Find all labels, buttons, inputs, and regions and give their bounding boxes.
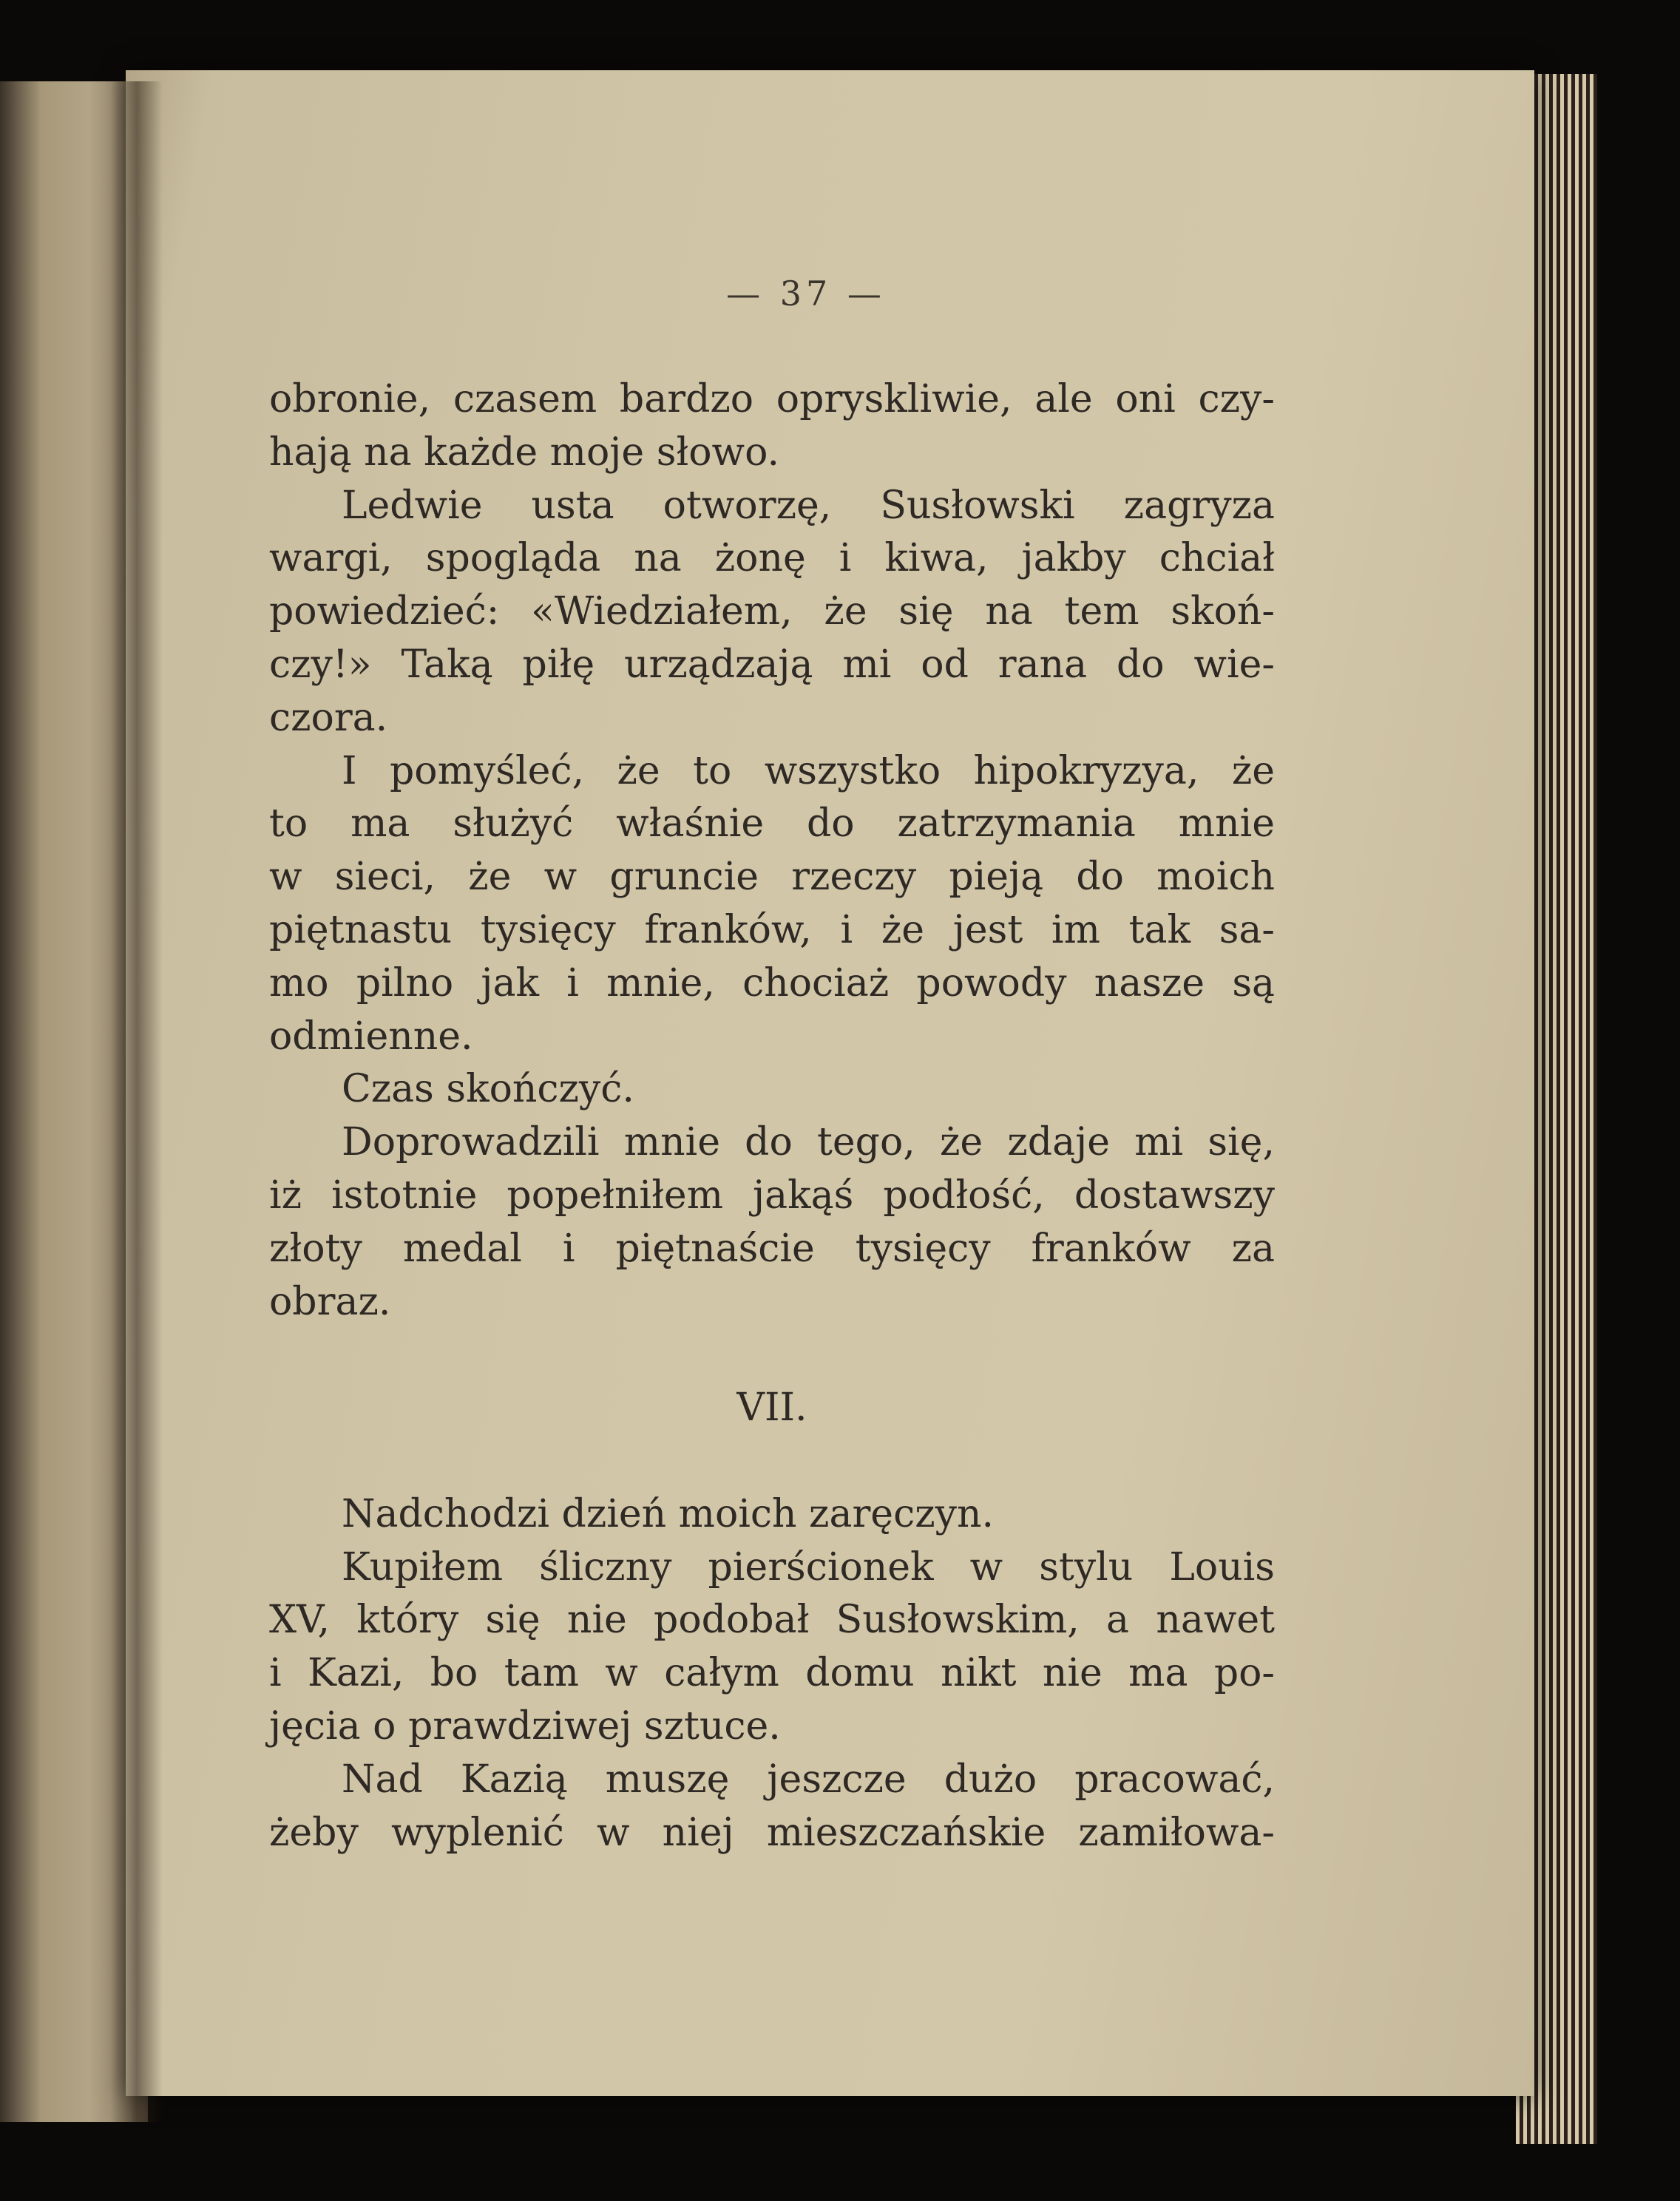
text-line: Doprowadzili mnie do tego, że zdaje mi się, (342, 1120, 1275, 1165)
text-line: Nadchodzi dzień moich zaręczyn. (342, 1491, 994, 1536)
text-line: czy!» Taką piłę urządzają mi od rana do wie- (269, 642, 1275, 687)
text-line: Kupiłem śliczny pierścionek w stylu Louis (342, 1544, 1275, 1590)
text-line: złoty medal i piętnaście tysięcy franków za (269, 1226, 1275, 1271)
spine-shadow (111, 81, 163, 2122)
text-line: czora. (269, 695, 388, 740)
text-line: iż istotnie popełniłem jakąś podłość, dostawszy (269, 1173, 1275, 1218)
chapter-heading: VII. (736, 1386, 807, 1431)
text-line: piętnastu tysięcy franków, i że jest im tak sa- (269, 907, 1275, 952)
text-line: Nad Kazią muszę jeszcze dużo pracować, (342, 1757, 1275, 1802)
text-line: obronie, czasem bardzo opryskliwie, ale oni czy- (269, 377, 1275, 421)
text-line: jęcia o prawdziwej sztuce. (269, 1703, 781, 1749)
text-line: i Kazi, bo tam w całym domu nikt nie ma po- (269, 1651, 1275, 1696)
text-line: odmienne. (269, 1014, 473, 1059)
text-line: mo pilno jak i mnie, chociaż powody nasze są (269, 960, 1275, 1005)
text-line: w sieci, że w gruncie rzeczy pieją do moich (269, 855, 1275, 900)
text-line: obraz. (269, 1279, 391, 1324)
text-line: Ledwie usta otworzę, Susłowski zagryza (342, 483, 1275, 528)
text-line: I pomyśleć, że to wszystko hipokryzya, że (342, 748, 1275, 793)
text-line: powiedzieć: «Wiedziałem, że się na tem skoń- (269, 589, 1275, 634)
page-number: — 37 — (726, 274, 886, 313)
text-line: wargi, spogląda na żonę i kiwa, jakby chciał (269, 536, 1275, 581)
text-line: żeby wyplenić w niej mieszczańskie zamiłowa- (269, 1810, 1275, 1855)
text-line: hają na każde moje słowo. (269, 430, 779, 475)
page-text (269, 373, 1275, 1859)
text-line: XV, który się nie podobał Susłowskim, a nawet (269, 1598, 1275, 1643)
text-line: Czas skończyć. (342, 1067, 634, 1112)
text-line: to ma służyć właśnie do zatrzymania mnie (269, 801, 1275, 847)
